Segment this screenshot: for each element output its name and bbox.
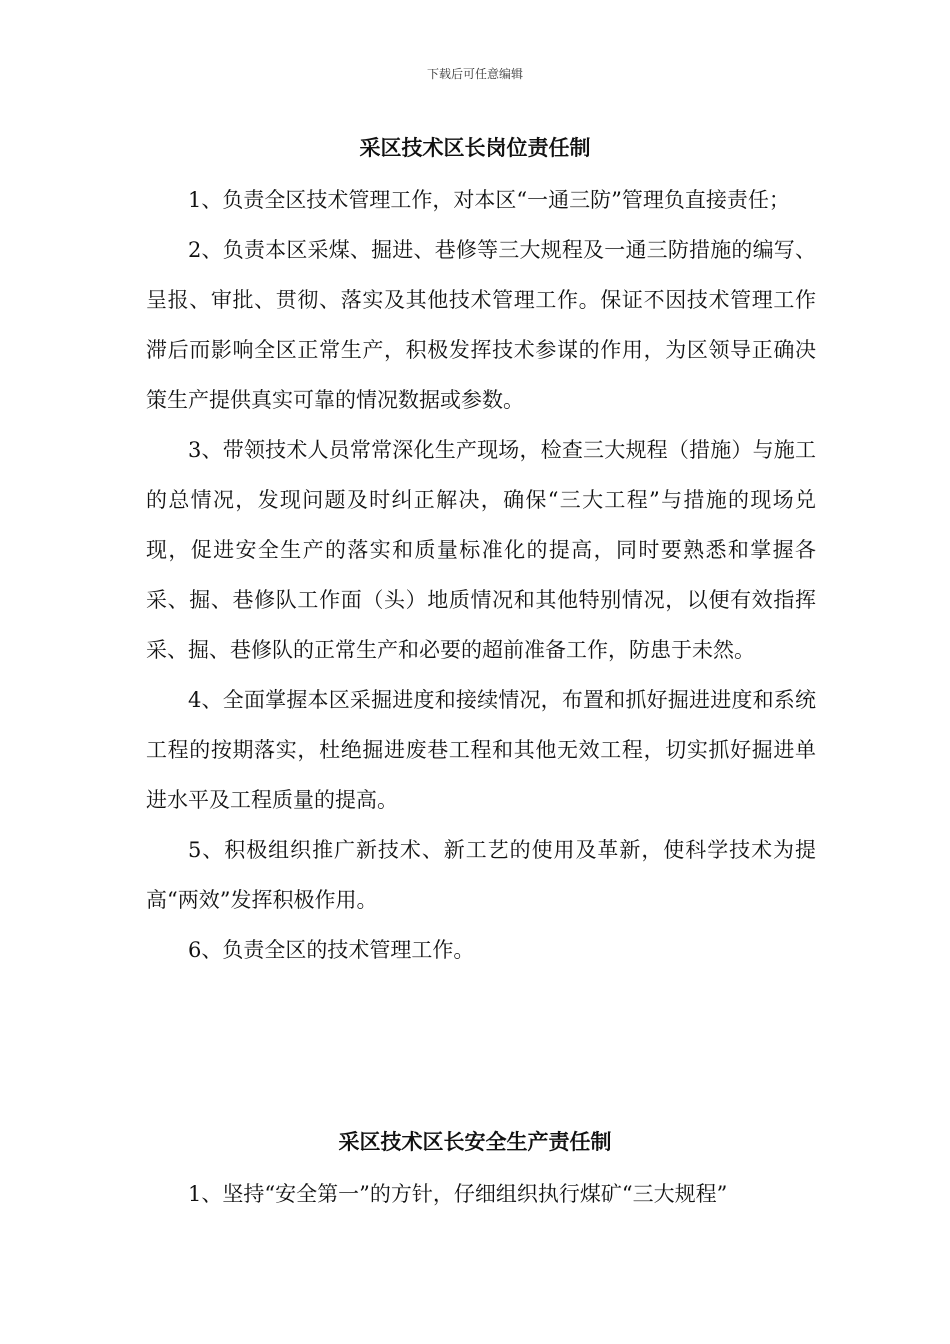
section-post-responsibility [146,175,816,975]
paragraph-item-1: 1、负责全区技术管理工作，对本区“一通三防”管理负直接责任； [188,188,790,212]
page-header-note: 下载后可任意编辑 [426,67,523,81]
section-title-post-responsibility: 采区技术区长岗位责任制 [359,135,591,160]
paragraph-item-6: 6、负责全区的技术管理工作。 [188,938,475,962]
paragraph-item-3: 3、带领技术人员常常深化生产现场，检查三大规程（措施）与施工的总情况，发现问题及时纠正解决，确保“三大工程”与措施的现场兑现，促进安全生产的落实和质量标准化的提高，同时要熟悉和掌握各采、掘、巷修队工作面（头）地质情况和其他特别情况，以便有效指挥采、掘、巷修队的正常生产和必要的超前准备工作，防患于未然。 [146,438,816,662]
paragraph-item-4: 4、全面掌握本区采掘进度和接续情况，布置和抓好掘进进度和系统工程的按期落实，杜绝掘进废巷工程和其他无效工程，切实抓好掘进单进水平及工程质量的提高。 [146,688,816,812]
paragraph-item-5: 5、积极组织推广新技术、新工艺的使用及革新，使科学技术为提高“两效”发挥积极作用。 [146,838,816,912]
paragraph-item-2: 2、负责本区采煤、掘进、巷修等三大规程及一通三防措施的编写、呈报、审批、贯彻、落实及其他技术管理工作。保证不因技术管理工作滞后而影响全区正常生产，积极发挥技术参谋的作用，为区领导正确决策生产提供真实可靠的情况数据或参数。 [146,238,816,412]
section-safety-responsibility [146,1169,816,1219]
paragraph-item-1: 1、坚持“安全第一”的方针，仔细组织执行煤矿“三大规程” [188,1182,728,1206]
section-title-safety-responsibility: 采区技术区长安全生产责任制 [338,1129,612,1154]
